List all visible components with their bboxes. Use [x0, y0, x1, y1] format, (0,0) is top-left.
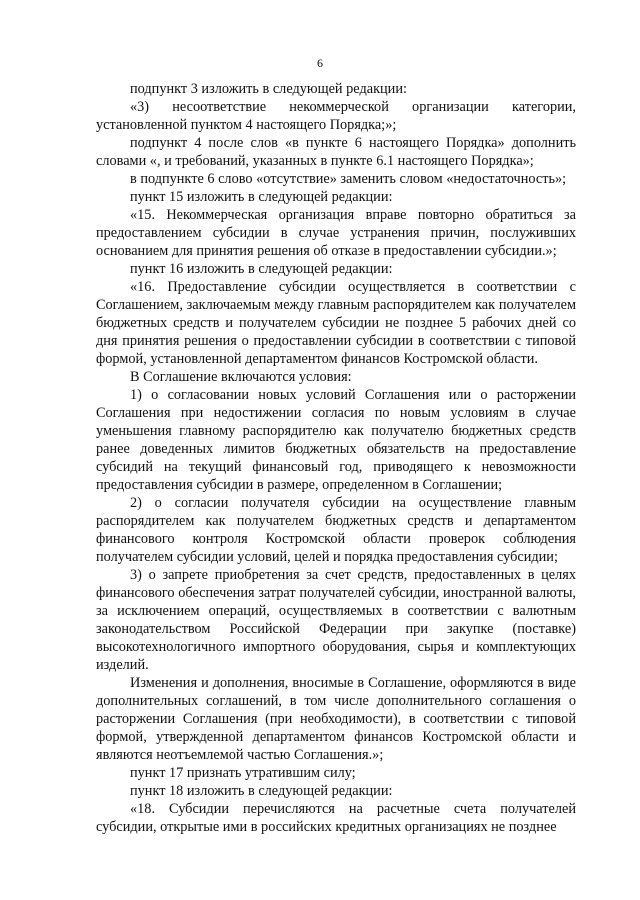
paragraph: пункт 17 признать утратившим силу; [130, 765, 356, 781]
document-body [96, 80, 576, 836]
paragraph: 2) о согласии получателя субсидии на осуществление главным распорядителем как получателем бюджетных средств и департаментом финансового контроля Костромской области проверок соблюдения получателем субсидии условий, целей и порядка предоставления субсидии; [96, 495, 576, 565]
paragraph: 1) о согласовании новых условий Соглашения или о расторжении Соглашения при недостижении согласия по новым условиям в случае уменьшения главному распорядителю как получателю бюджетных средств ранее доведенных лимитов бюджетных обязательств на предоставление субсидий на текущий финансовый год, приводящего к невозможности предоставления субсидии в размере, определенном в Соглашении; [96, 387, 576, 493]
paragraph: «3) несоответствие некоммерческой организации категории, установленной пунктом 4 настоящего Порядка;»; [96, 99, 576, 133]
paragraph: пункт 16 изложить в следующей редакции: [130, 261, 393, 277]
paragraph: «18. Субсидии перечисляются на расчетные счета получателей субсидии, открытые ими в российских кредитных организациях не позднее [96, 801, 576, 835]
paragraph: пункт 18 изложить в следующей редакции: [130, 783, 393, 799]
paragraph: пункт 15 изложить в следующей редакции: [130, 189, 393, 205]
paragraph: в подпункте 6 слово «отсутствие» заменить словом «недостаточность»; [130, 171, 567, 187]
paragraph: подпункт 3 изложить в следующей редакции: [130, 81, 407, 97]
paragraph: В Соглашение включаются условия: [130, 369, 352, 385]
paragraph: 3) о запрете приобретения за счет средств, предоставленных в целях финансового обеспечения затрат получателей субсидии, иностранной валюты, за исключением операций, осуществляемых в соответствии с валютным законодательством Российской Федерации при закупке (поставке) высокотехнологичного импортного оборудования, сырья и комплектующих изделий. [96, 567, 576, 673]
paragraph: подпункт 4 после слов «в пункте 6 настоящего Порядка» дополнить словами «, и требований, указанных в пункте 6.1 настоящего Порядка»; [96, 135, 576, 169]
page-number: 6 [317, 56, 323, 70]
paragraph: «15. Некоммерческая организация вправе повторно обратиться за предоставлением субсидии в случае устранения причин, послуживших основанием для принятия решения об отказе в предоставлении субсидии.»; [96, 207, 576, 259]
paragraph: Изменения и дополнения, вносимые в Соглашение, оформляются в виде дополнительных соглашений, в том числе дополнительного соглашения о расторжении Соглашения (при необходимости), в соответствии с типовой формой, утвержденной департаментом финансов Костромской области и являются неотъемлемой частью Соглашения.»; [96, 675, 576, 763]
paragraph: «16. Предоставление субсидии осуществляется в соответствии с Соглашением, заключаемым между главным распорядителем как получателем бюджетных средств и получателем субсидии не позднее 5 рабочих дней со дня принятия решения о предоставлении субсидии в соответствии с типовой формой, установленной департаментом финансов Костромской области. [96, 279, 576, 367]
